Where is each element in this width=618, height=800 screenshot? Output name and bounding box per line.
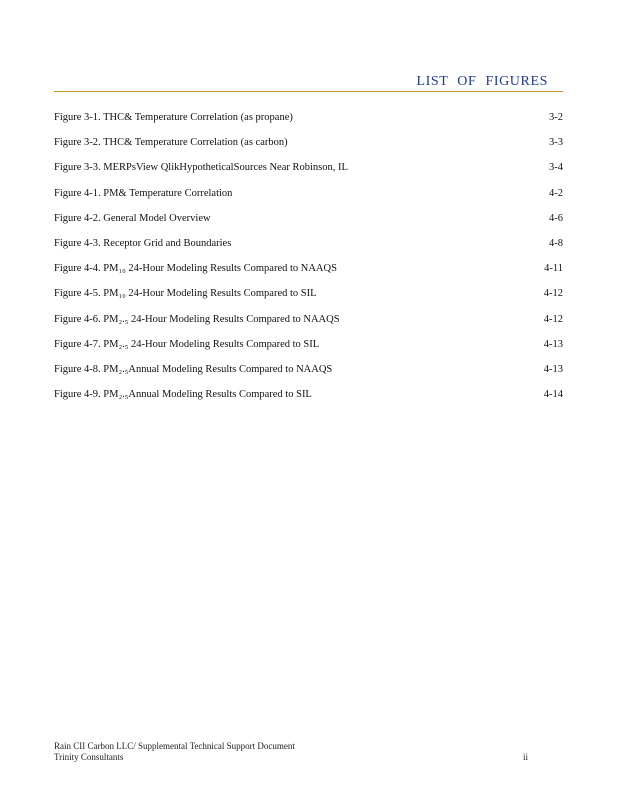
footer-document-title: Rain CII Carbon LLC/ Supplemental Technical Support Document <box>54 741 295 751</box>
figure-page: 4-12 <box>543 313 563 325</box>
figure-title: Figure 4-1. PM& Temperature Correlation <box>54 187 233 199</box>
figure-title: Figure 4-2. General Model Overview <box>54 212 211 224</box>
list-item[interactable] <box>54 112 563 137</box>
figure-title: Figure 3-3. MERPsView QlikHypotheticalSources Near Robinson, IL <box>54 162 348 174</box>
figure-page: 3-4 <box>549 162 563 174</box>
figure-title: Figure 4-3. Receptor Grid and Boundaries <box>54 237 232 249</box>
list-item[interactable] <box>54 238 563 263</box>
figure-page: 4-6 <box>549 212 563 224</box>
figure-title: Figure 4-9. PM₂.₅Annual Modeling Results Compared to SIL <box>54 389 312 401</box>
list-item[interactable] <box>54 137 563 162</box>
figure-title: Figure 4-7. PM₂.₅ 24-Hour Modeling Results Compared to SIL <box>54 338 320 350</box>
list-item[interactable] <box>54 364 563 389</box>
figure-title: Figure 4-5. PM₁₀ 24-Hour Modeling Results Compared to SIL <box>54 288 317 300</box>
figure-page: 4-13 <box>543 338 563 350</box>
figure-title: Figure 4-4. PM₁₀ 24-Hour Modeling Results Compared to NAAQS <box>54 263 337 275</box>
list-item[interactable] <box>54 188 563 213</box>
footer-company: Trinity Consultants <box>54 752 124 762</box>
list-item[interactable] <box>54 213 563 238</box>
list-item[interactable] <box>54 339 563 364</box>
list-item[interactable] <box>54 162 563 187</box>
page-number: ii <box>522 752 528 762</box>
figures-list <box>54 112 563 414</box>
list-item[interactable] <box>54 314 563 339</box>
figure-title: Figure 3-1. THC& Temperature Correlation (as propane) <box>54 112 293 123</box>
list-item[interactable] <box>54 389 563 414</box>
list-of-figures-heading <box>54 72 563 92</box>
figure-page: 4-11 <box>544 263 563 275</box>
figure-title: Figure 3-2. THC& Temperature Correlation (as carbon) <box>54 137 288 149</box>
figure-page: 4-14 <box>543 389 563 401</box>
list-item[interactable] <box>54 288 563 313</box>
figure-page: 4-2 <box>549 187 563 199</box>
figure-title: Figure 4-8. PM₂.₅Annual Modeling Results Compared to NAAQS <box>54 363 333 375</box>
figure-page: 3-2 <box>549 112 563 123</box>
figure-page: 4-13 <box>543 363 563 375</box>
figure-page: 4-8 <box>549 237 563 249</box>
figure-page: 4-12 <box>543 288 563 300</box>
figure-title: Figure 4-6. PM₂.₅ 24-Hour Modeling Results Compared to NAAQS <box>54 313 340 325</box>
page-title: LIST OF FIGURES <box>416 74 548 89</box>
figure-page: 3-3 <box>549 137 563 149</box>
page-footer <box>54 741 528 763</box>
list-item[interactable] <box>54 263 563 288</box>
